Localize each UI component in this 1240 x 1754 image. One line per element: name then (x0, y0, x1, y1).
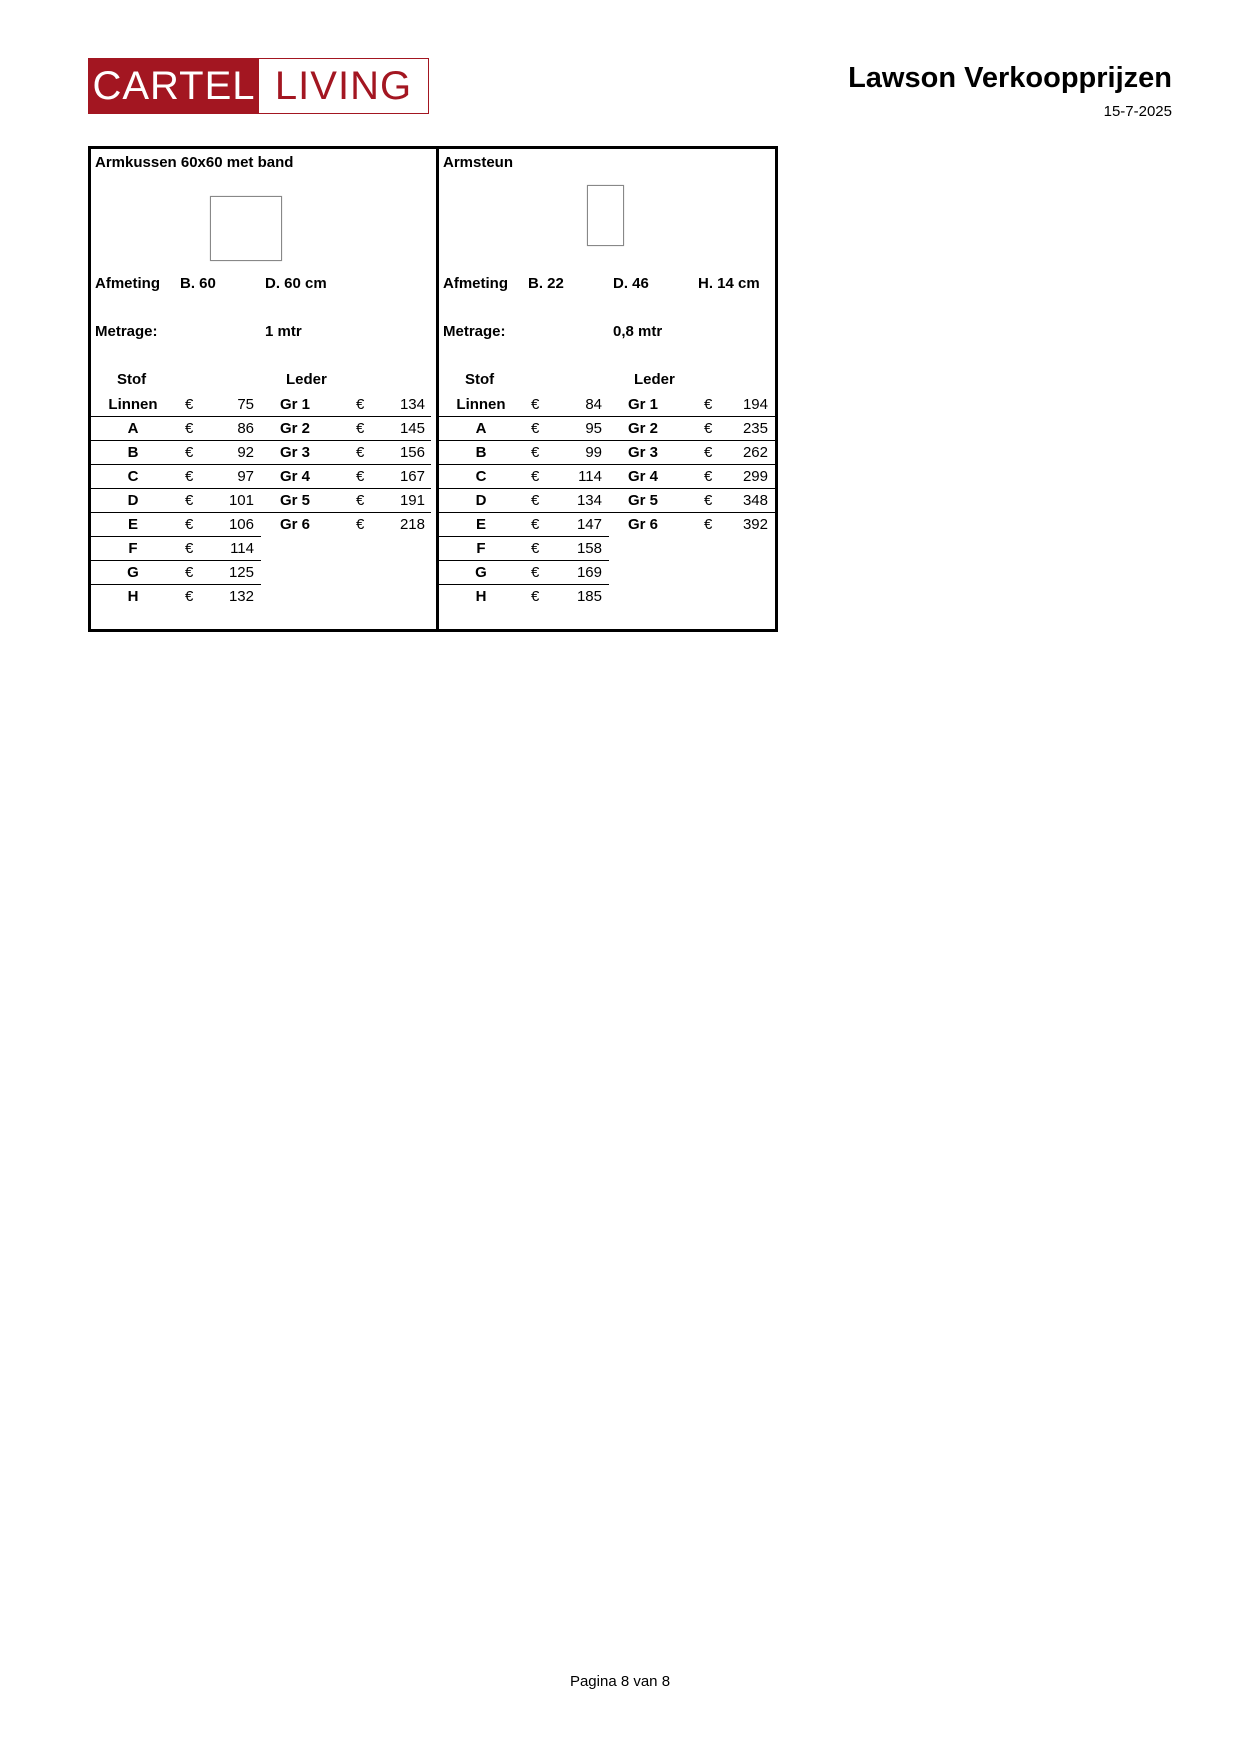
dimension-width: B. 22 (528, 275, 564, 292)
metrage-label: Metrage: (95, 323, 158, 340)
euro-sign: € (356, 516, 365, 533)
leder-grade: Gr 5 (627, 492, 658, 509)
stof-header: Stof (117, 371, 147, 388)
stof-price: 169 (576, 564, 602, 581)
logo-part-living: LIVING (259, 59, 428, 113)
leder-price: 348 (742, 492, 768, 509)
euro-sign: € (704, 396, 713, 413)
product-title: Armkussen 60x60 met band (95, 154, 294, 171)
stof-price: 101 (228, 492, 254, 509)
euro-sign: € (185, 588, 194, 605)
page-footer: Pagina 8 van 8 (569, 1673, 671, 1690)
product-image-square (210, 196, 282, 261)
stof-price: 132 (228, 588, 254, 605)
table-row (439, 392, 775, 416)
product-title: Armsteun (443, 154, 514, 171)
table-row (439, 464, 775, 488)
leder-grade: Gr 3 (279, 444, 310, 461)
dimension-depth: D. 46 (613, 275, 649, 292)
stof-grade: F (476, 540, 486, 557)
euro-sign: € (185, 444, 194, 461)
stof-grade: C (127, 468, 139, 485)
dimension-label: Afmeting (95, 275, 160, 292)
stof-price: 92 (237, 444, 254, 461)
stof-grade: B (127, 444, 139, 461)
stof-price: 114 (230, 540, 254, 557)
stof-price: 97 (237, 468, 254, 485)
table-row (91, 464, 436, 488)
stof-price: 134 (576, 492, 602, 509)
euro-sign: € (185, 516, 194, 533)
stof-price: 95 (585, 420, 602, 437)
stof-grade: F (128, 540, 138, 557)
leder-price: 218 (399, 516, 425, 533)
table-row (91, 488, 436, 512)
euro-sign: € (704, 492, 713, 509)
leder-price: 134 (399, 396, 425, 413)
euro-sign: € (185, 540, 194, 557)
cartel-living-logo (88, 58, 429, 114)
table-row (91, 584, 436, 608)
leder-grade: Gr 3 (627, 444, 658, 461)
document-title: Lawson Verkoopprijzen (848, 62, 1172, 94)
stof-price: 106 (228, 516, 254, 533)
price-sheet (88, 146, 778, 632)
stof-price: 125 (228, 564, 254, 581)
stof-grade: H (127, 588, 139, 605)
table-row (439, 416, 775, 440)
leder-price: 156 (399, 444, 425, 461)
euro-sign: € (531, 492, 540, 509)
table-row (91, 536, 436, 560)
leder-header: Leder (286, 371, 327, 388)
table-row (91, 560, 436, 584)
metrage-label: Metrage: (443, 323, 506, 340)
table-row (439, 536, 775, 560)
euro-sign: € (531, 420, 540, 437)
stof-grade: G (475, 564, 487, 581)
leder-grade: Gr 2 (279, 420, 310, 437)
stof-price: 147 (576, 516, 602, 533)
leder-price: 194 (742, 396, 768, 413)
table-row (91, 440, 436, 464)
leder-grade: Gr 1 (279, 396, 310, 413)
stof-price: 84 (585, 396, 602, 413)
euro-sign: € (531, 564, 540, 581)
table-row (91, 392, 436, 416)
euro-sign: € (185, 564, 194, 581)
metrage-value: 1 mtr (265, 323, 302, 340)
stof-grade: C (475, 468, 487, 485)
leder-grade: Gr 5 (279, 492, 310, 509)
euro-sign: € (531, 468, 540, 485)
table-row (439, 488, 775, 512)
euro-sign: € (704, 468, 713, 485)
table-row (439, 512, 775, 536)
leder-price: 262 (742, 444, 768, 461)
price-table (439, 392, 775, 608)
euro-sign: € (531, 516, 540, 533)
stof-grade: H (475, 588, 487, 605)
leder-price: 299 (742, 468, 768, 485)
stof-grade: A (475, 420, 487, 437)
euro-sign: € (704, 420, 713, 437)
leder-price: 392 (742, 516, 768, 533)
leder-price: 235 (742, 420, 768, 437)
leder-grade: Gr 6 (627, 516, 658, 533)
stof-grade: B (475, 444, 487, 461)
stof-price: 185 (576, 588, 602, 605)
dimension-width: B. 60 (180, 275, 216, 292)
table-row (439, 584, 775, 608)
leder-grade: Gr 2 (627, 420, 658, 437)
stof-price: 99 (585, 444, 602, 461)
stof-grade: G (127, 564, 139, 581)
dimension-depth: D. 60 cm (265, 275, 327, 292)
euro-sign: € (531, 540, 540, 557)
euro-sign: € (356, 420, 365, 437)
leder-grade: Gr 6 (279, 516, 310, 533)
stof-grade: E (475, 516, 486, 533)
price-table (91, 392, 436, 608)
leder-price: 145 (399, 420, 425, 437)
euro-sign: € (356, 396, 365, 413)
leder-header: Leder (634, 371, 675, 388)
euro-sign: € (531, 444, 540, 461)
product-image-tall (587, 185, 624, 246)
stof-header: Stof (465, 371, 495, 388)
table-row (439, 440, 775, 464)
leder-price: 167 (399, 468, 425, 485)
stof-grade: D (127, 492, 139, 509)
product-panel-armkussen (91, 149, 436, 629)
euro-sign: € (531, 396, 540, 413)
table-row (91, 416, 436, 440)
stof-grade: Linnen (456, 396, 506, 413)
document-date: 15-7-2025 (1103, 103, 1172, 120)
leder-grade: Gr 4 (627, 468, 658, 485)
stof-grade: E (127, 516, 138, 533)
euro-sign: € (185, 468, 194, 485)
leder-price: 191 (399, 492, 425, 509)
stof-price: 158 (576, 540, 602, 557)
euro-sign: € (185, 420, 194, 437)
euro-sign: € (356, 444, 365, 461)
product-panel-armsteun (436, 149, 775, 629)
metrage-value: 0,8 mtr (613, 323, 663, 340)
stof-grade: A (127, 420, 139, 437)
table-row (91, 512, 436, 536)
stof-price: 86 (237, 420, 254, 437)
euro-sign: € (185, 492, 194, 509)
euro-sign: € (356, 468, 365, 485)
euro-sign: € (531, 588, 540, 605)
dimension-label: Afmeting (443, 275, 508, 292)
dimension-height: H. 14 cm (698, 275, 760, 292)
stof-grade: Linnen (108, 396, 158, 413)
stof-price: 114 (578, 468, 602, 485)
table-row (439, 560, 775, 584)
euro-sign: € (704, 516, 713, 533)
euro-sign: € (704, 444, 713, 461)
leder-grade: Gr 1 (627, 396, 658, 413)
stof-price: 75 (237, 396, 254, 413)
stof-grade: D (475, 492, 487, 509)
euro-sign: € (185, 396, 194, 413)
euro-sign: € (356, 492, 365, 509)
logo-part-cartel: CARTEL (89, 59, 259, 113)
leder-grade: Gr 4 (279, 468, 310, 485)
